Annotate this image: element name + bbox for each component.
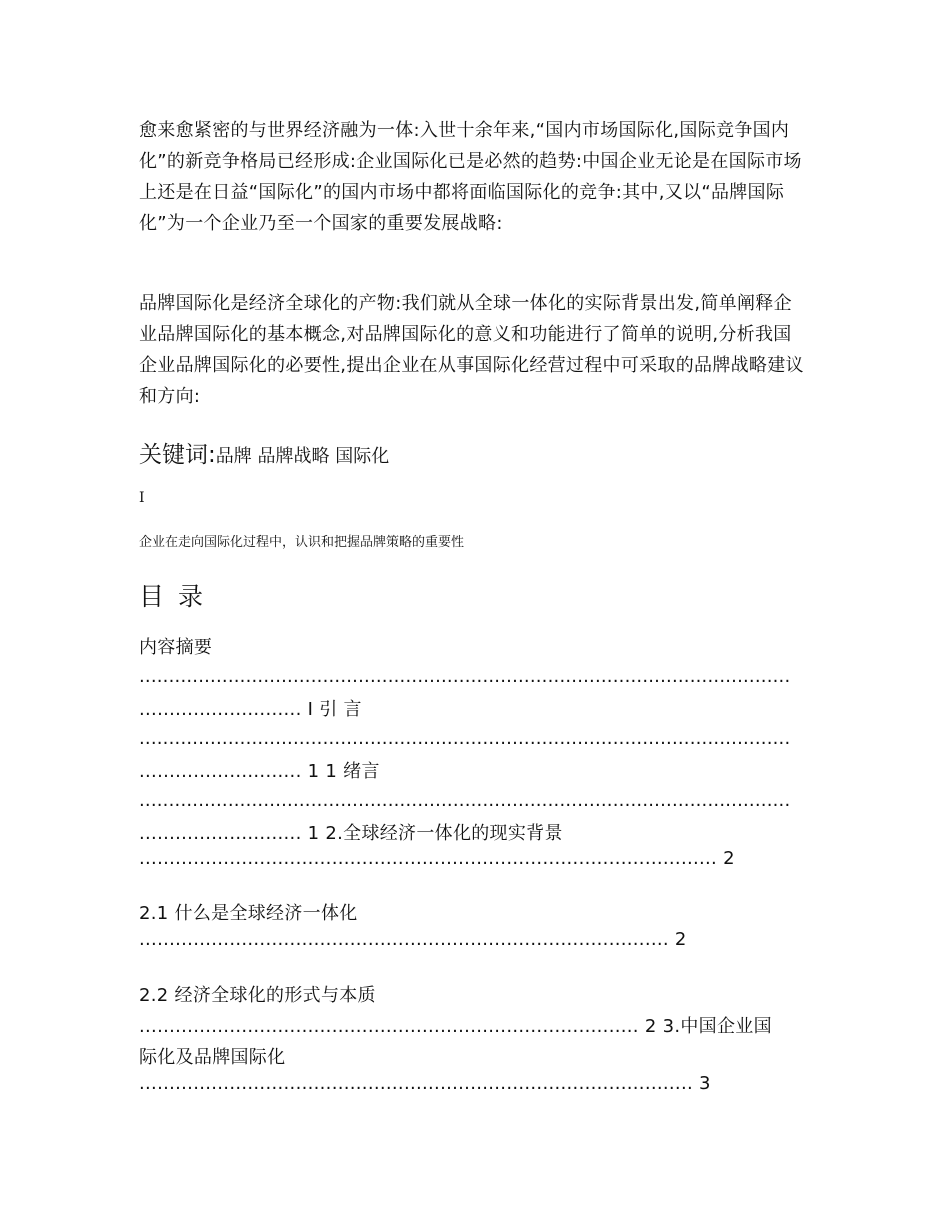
page-number: I (139, 490, 145, 506)
toc-dot-leader: .............................................................................................................. (139, 728, 791, 749)
toc-line: ................................................................................................ 2 (139, 848, 735, 869)
toc-line: 2.1 什么是全球经济一体化 (139, 903, 358, 924)
keywords-value: 品牌 品牌战略 国际化 (215, 446, 390, 467)
toc-line: ................................................................................... 2 3.中国企业国 (139, 1016, 772, 1037)
toc-line: 内容摘要 (139, 637, 213, 658)
toc-line: 2.2 经济全球化的形式与本质 (139, 985, 376, 1006)
toc-line: 际化及品牌国际化 (139, 1047, 286, 1068)
toc-line: ........................................................................................ 2 (139, 929, 687, 950)
toc-line: ........................... 1 2.全球经济一体化的现实背景 (139, 823, 563, 844)
toc-line: ............................................................................................ 3 (139, 1073, 711, 1094)
abstract-paragraph-1: 愈来愈紧密的与世界经济融为一体:入世十余年来,“国内市场国际化,国际竞争国内化”的新竞争格局已经形成:企业国际化已是必然的趋势:中国企业无论是在国际市场上还是在日益“国际化”的国内市场中都将面临国际化的竞争:其中,又以“品牌国际化”为一个企业乃至一个国家的重要发展战略: (139, 120, 802, 234)
toc-line: ........................... 1 1 绪言 (139, 761, 380, 782)
toc-line: ........................... I 引 言 (139, 699, 362, 720)
toc-dot-leader: .............................................................................................................. (139, 790, 791, 811)
toc-title: 目 录 (139, 582, 206, 611)
toc-dot-leader: .............................................................................................................. (139, 666, 791, 687)
document-subtitle: 企业在走向国际化过程中，认识和把握品牌策略的重要性 (139, 535, 465, 550)
keywords-label: 关键词: (139, 442, 216, 468)
keywords-line (139, 436, 389, 469)
abstract-paragraph-2: 品牌国际化是经济全球化的产物:我们就从全球一体化的实际背景出发,简单阐释企业品牌国际化的基本概念,对品牌国际化的意义和功能进行了简单的说明,分析我国企业品牌国际化的必要性,提出企业在从事国际化经营过程中可采取的品牌战略建议和方向: (139, 293, 804, 407)
